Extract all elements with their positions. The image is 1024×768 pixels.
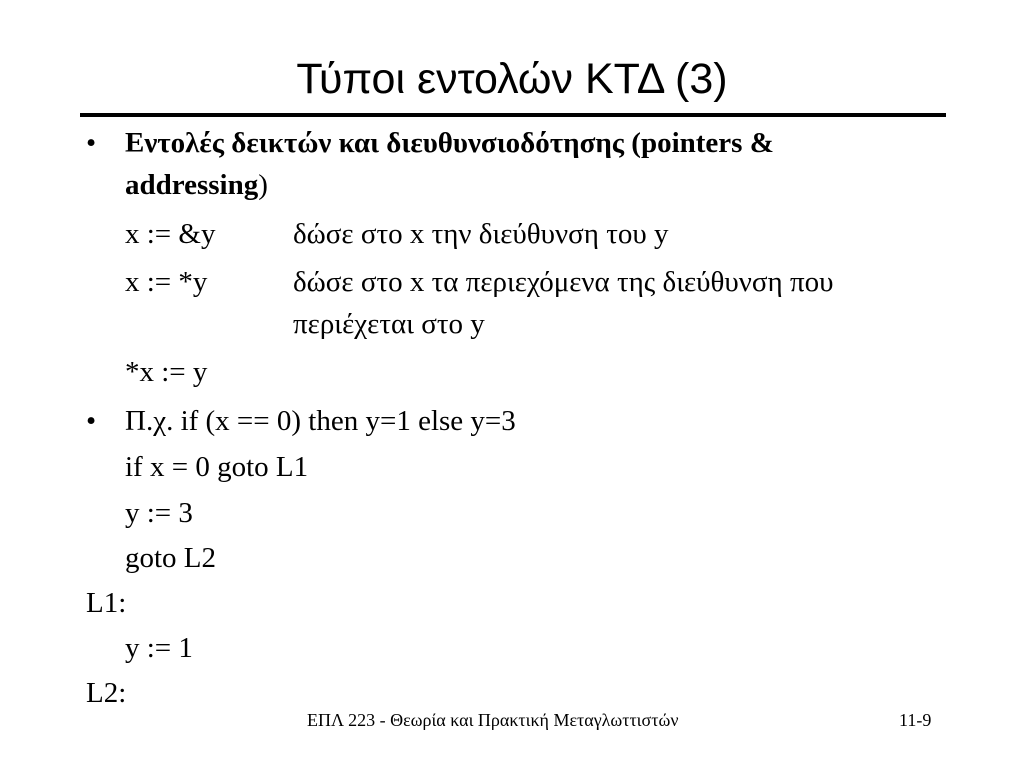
slide-title: Τύποι εντολών ΚΤΔ (3) [296, 55, 728, 103]
instruction-code: *x := y [125, 356, 208, 388]
bullet-1-bold-part: addressing [125, 169, 259, 201]
code-line: goto L2 [125, 542, 217, 574]
code-label: L2: [86, 677, 127, 709]
bullet-2-text: Π.χ. if (x == 0) then y=1 else y=3 [125, 405, 516, 437]
code-line: y := 3 [125, 497, 193, 529]
instruction-code: x := *y [125, 266, 208, 298]
title-underline [80, 113, 946, 117]
bullet-1-suffix: ) [258, 169, 268, 201]
instruction-desc: δώσε στο x τα περιεχόμενα της διεύθυνση που [293, 266, 834, 298]
instruction-desc: δώσε στο x την διεύθυνση του y [293, 218, 669, 250]
bullet-marker: • [86, 405, 97, 437]
bullet-1-line-1: Εντολές δεικτών και διευθυνσιοδότησης (pointers & [125, 127, 774, 159]
instruction-desc-continuation: περιέχεται στο y [293, 308, 485, 340]
code-line: y := 1 [125, 632, 193, 664]
instruction-code: x := &y [125, 218, 216, 250]
code-label: L1: [86, 587, 127, 619]
bullet-marker: • [86, 127, 97, 159]
footer-page-number: 11-9 [899, 710, 932, 730]
code-line: if x = 0 goto L1 [125, 451, 309, 483]
footer-course: ΕΠΛ 223 - Θεωρία και Πρακτική Μεταγλωττιστών [307, 710, 679, 730]
bullet-1-line-2 [125, 167, 268, 203]
